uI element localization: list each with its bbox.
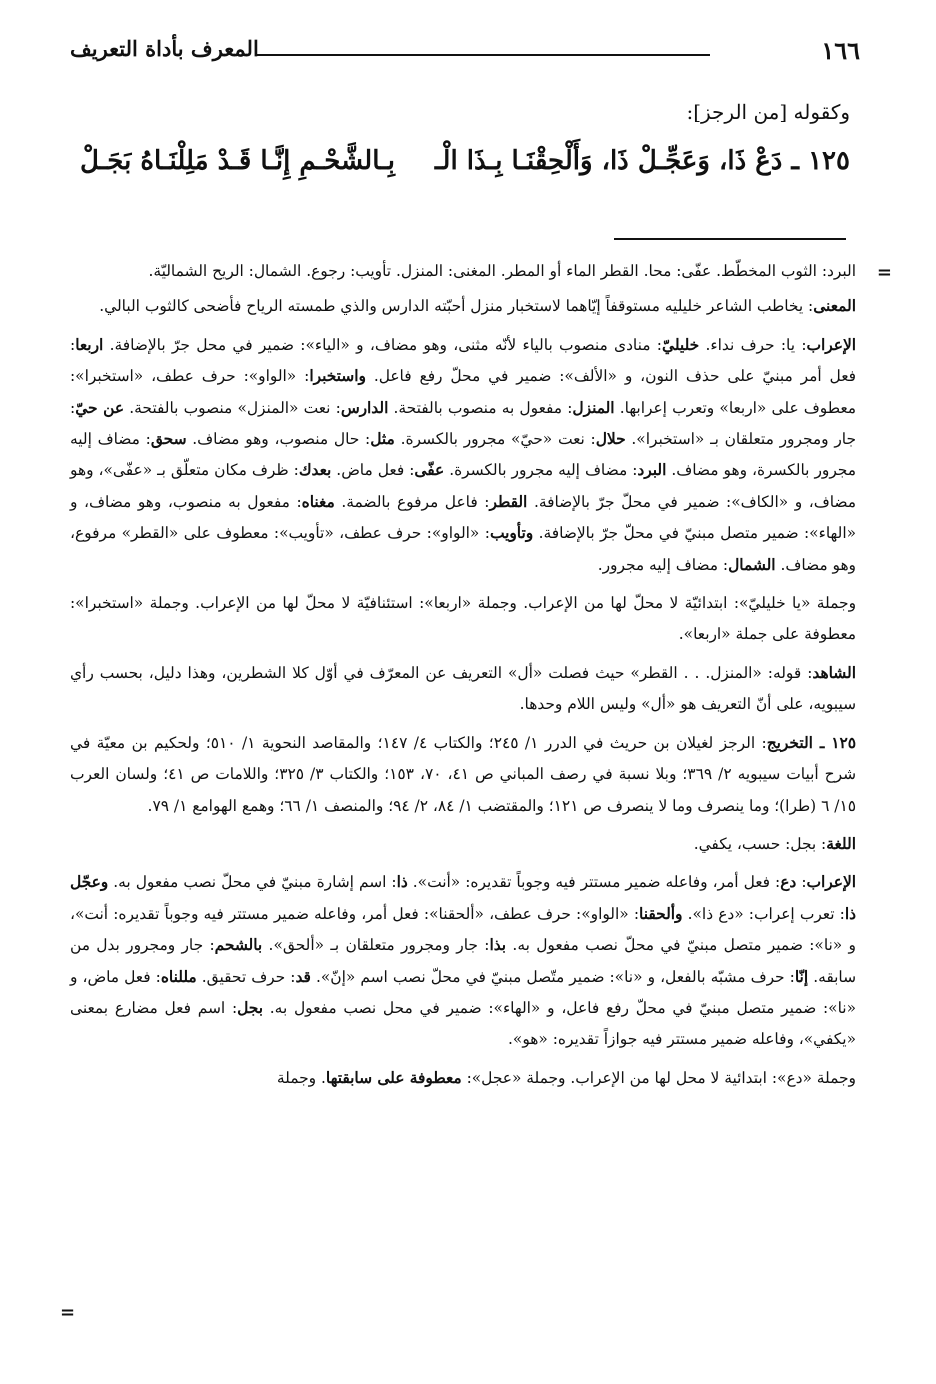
- sentences-paragraph-2: وجملة «دع»: ابتدائية لا محل لها من الإعراب. وجملة «عجل»: معطوفة على سابقتها. وجملة: [276, 1068, 856, 1087]
- evidence-paragraph: الشاهد: قوله: «المنزل. . . القطر» حيث فصلت «أل» التعريف عن المعرّف في أوّل كلا الشطرين، وهذا دليل، بحسب رأي سيبويه، على أنّ التعريف هو «أل» وليس اللام وحدها.: [70, 663, 856, 714]
- verse-first-hemistich: ١٢٥ ـ دَعْ ذَا، وَعَجِّـلْ ذَا، وَأَلْحِقْنَـا بِـذَا الْـ: [434, 146, 850, 176]
- verse-second-hemistich: بِـالشَّحْـمِ إِنَّـا قَـدْ مَلِلْنَـاهُ بَجَـلْ: [80, 146, 395, 176]
- header-rule: [255, 54, 710, 56]
- verse-intro: وكقوله [من الرجز]:: [686, 100, 850, 124]
- footnote-body: [70, 256, 856, 1101]
- meaning-paragraph: المعنى: يخاطب الشاعر خليليه مستوقفاً إيّاهما لاستخبار منزل أحبّته الدارس والذي طمسته الرياح فأضحى كالثوب البالي.: [99, 297, 856, 316]
- sentences-paragraph-1: وجملة «يا خليليّ»: ابتدائيّة لا محلّ لها من الإعراب. وجملة «اربعا»: استئنافيّة لا محلّ لها من الإعراب. وجملة «استخبرا»: معطوفة على جملة «اربعا».: [70, 594, 856, 644]
- glossary-paragraph: البرد: الثوب المخطّط. عفّى: محا. القطر الماء أو المطر. المغنى: المنزل. تأويب: رجوع. الشمال: الريح الشماليّة.: [148, 262, 856, 280]
- page-number: ١٦٦: [821, 36, 860, 65]
- footnote-rule: [614, 238, 846, 240]
- continuation-mark-bottom: =: [60, 1302, 76, 1323]
- page-header: [70, 30, 860, 76]
- chapter-title: المعرف بأداة التعريف: [70, 36, 259, 61]
- sources-paragraph: ١٢٥ ـ التخريج: الرجز لغيلان بن حريث في الدرر ١/ ٢٤٥؛ والكتاب ٤/ ١٤٧؛ والمقاصد النحوية ١/ ٥١٠؛ ولحكيم بن معيّة في شرح أبيات سيبويه ٢/ ٣٦٩؛ وبلا نسبة في رصف المباني ص ٤١، ٧٠، ١٥٣؛ والكتاب ٣/ ٣٢٥؛ واللامات ص ٤١؛ ولسان العرب ١٥/ ٦ (طرا)؛ وما ينصرف وما لا ينصرف ص ١٢١؛ والمقتضب ١/ ٨٤، ٢/ ٩٤؛ والمنصف ١/ ٦٦؛ وهمع الهوامع ١/ ٧٩.: [70, 733, 857, 815]
- parsing-paragraph-1: الإعراب: يا: حرف نداء. خليليّ: منادى منصوب بالياء لأنّه مثنى، وهو مضاف، و «الياء»: ضمير في محل جرّ بالإضافة. اربعا: فعل أمر مبنيّ على حذف النون، و «الألف»: ضمير في محلّ رفع فاعل. واستخبرا: «الواو»: حرف عطف، «استخبرا»: معطوف على «اربعا» وتعرب إعرابها. المنزل: مفعول به منصوب بالفتحة. الدارس: نعت «المنزل» منصوب بالفتحة. عن حيّ: جار ومجرور متعلقان بـ «استخبرا». حلال: نعت «حيّ» مجرور بالكسرة. مثل: حال منصوب، وهو مضاف. سحق: مضاف إليه مجرور بالكسرة، وهو مضاف. البرد: مضاف إليه مجرور بالكسرة. عفّى: فعل ماض. بعدك: ظرف مكان متعلّق بـ «عفّى»، وهو مضاف، و «الكاف»: ضمير في محلّ جرّ بالإضافة. القطر: فاعل مرفوع بالضمة. مغناه: مفعول به منصوب، وهو مضاف، و «الهاء»: ضمير متصل مبنيّ في محلّ جرّ بالإضافة. وتأويب: «الواو»: حرف عطف، «تأويب»: معطوف على «القطر» مرفوع، وهو مضاف. الشمال: مضاف إليه مجرور.: [70, 335, 857, 574]
- continuation-mark-top: =: [876, 262, 892, 283]
- lexicon-paragraph: اللغة: بجل: حسب، يكفي.: [693, 834, 856, 853]
- parsing-paragraph-2: الإعراب: دع: فعل أمر، وفاعله ضمير مستتر فيه وجوباً تقديره: «أنت». ذا: اسم إشارة مبنيّ في محلّ نصب مفعول به. وعجّل ذا: تعرب إعراب: «دع ذا». وألحقنا: «الواو»: حرف عطف، «ألحقنا»: فعل أمر، وفاعله ضمير مستتر فيه وجوباً تقديره: أنت»، و «نا»: ضمير متصل مبنيّ في محلّ نصب مفعول به. بذا: جار ومجرور متعلقان بـ «ألحق». بالشحم: جار ومجرور بدل من سابقه. إنّا: حرف مشبّه بالفعل، و «نا»: ضمير متّصل مبنيّ في محلّ نصب اسم «إنّ». قد: حرف تحقيق. مللناه: فعل ماض، و «نا»: ضمير متصل مبنيّ في محلّ رفع فاعل، و «الهاء»: ضمير في محل نصب مفعول به. بجل: اسم فعل مضارع بمعنى «يكفي»، وفاعله ضمير مستتر فيه جوازاً تقديره: «هو».: [70, 873, 856, 1049]
